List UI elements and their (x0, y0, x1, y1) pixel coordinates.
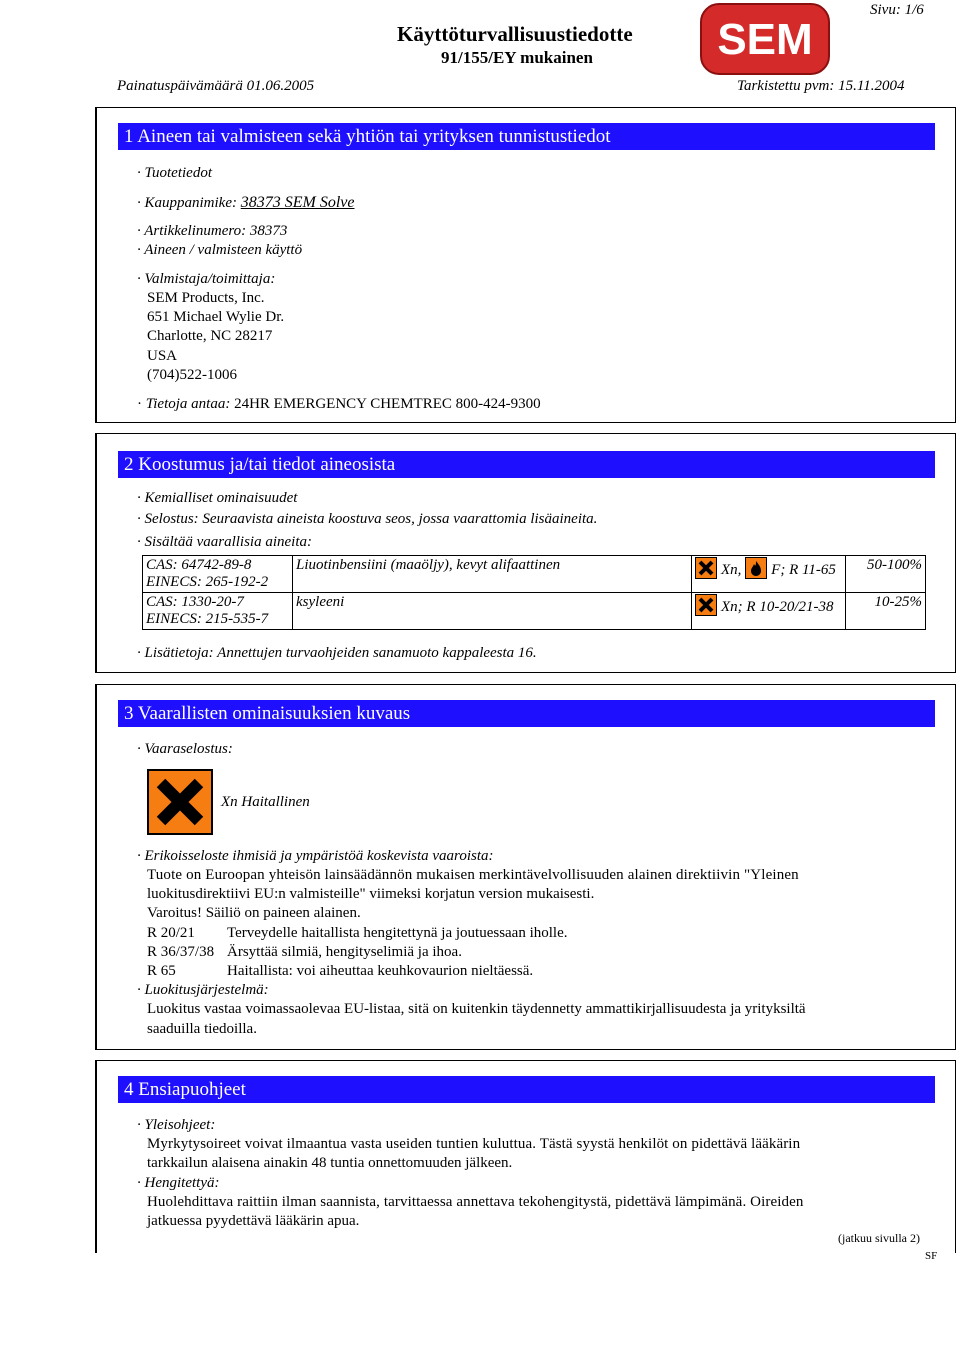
address-line: SEM Products, Inc. (147, 290, 265, 306)
section-4-heading: 4 Ensiapuohjeet (118, 1076, 935, 1103)
address-line: USA (147, 348, 178, 364)
article-row: · Artikkelinumero: 38373 (137, 223, 287, 240)
r-phrase: R 65 Haitallista: voi aiheuttaa keuhkovaurion nieltäessä. (147, 963, 534, 979)
general-text: tarkkailun alaisena ainakin 48 tuntia onnettomuuden jälkeen. (147, 1155, 513, 1171)
table-row: CAS: 64742-89-8 EINECS: 265-192-2 Liuotinbensiini (maaöljy), kevyt alifaattinen Xn, F; R 11-65 50-100% (143, 556, 926, 593)
info-row: · Tietoja antaa: 24HR EMERGENCY CHEMTREC 800-424-9300 (137, 396, 541, 413)
section-1 (95, 107, 956, 423)
symbol-caption: Xn Haitallinen (221, 794, 310, 810)
special-text: luokitusdirektiivi EU:n valmisteille" viimeksi korjatun version mukaisesti. (147, 886, 595, 902)
classification-label: · Luokitusjärjestelmä: (137, 982, 269, 999)
components-table (142, 555, 926, 630)
general-text: Myrkytysoireet voivat ilmaantua vasta useiden tuntien kuluttua. Tästä syystä henkilöt on pidettävä lääkärin (147, 1136, 801, 1152)
inhalation-text: jatkuessa pyydettävä lääkärin apua. (147, 1213, 360, 1229)
general-label: · Yleisohjeet: (137, 1117, 215, 1134)
use-label: · Aineen / valmisteen käyttö (137, 242, 302, 259)
harmful-x-icon (695, 594, 717, 616)
page-number: Sivu: 1/6 (870, 2, 924, 18)
section-3 (95, 684, 956, 1050)
hazardous-label: · Sisältää vaarallisia aineita: (137, 534, 312, 551)
flammable-flame-icon (745, 557, 767, 579)
inhalation-label: · Hengitettyä: (137, 1175, 219, 1192)
classification-text: Luokitus vastaa voimassaolevaa EU-listaa, sitä on kuitenkin täydennetty ammattikirjallisuudesta ja yrityksiltä (147, 1001, 806, 1017)
description-row: · Selostus: Seuraavista aineista koostuva seos, jossa vaarattomia lisäaineita. (137, 511, 597, 528)
trade-name-row: · Kauppanimike: 38373 SEM Solve (137, 194, 354, 212)
section-3-heading: 3 Vaarallisten ominaisuuksien kuvaus (118, 700, 935, 727)
address-line: (704)522-1006 (147, 367, 237, 383)
section-2 (95, 433, 956, 673)
section-4 (95, 1060, 956, 1253)
revision-date: Tarkistettu pvm: 15.11.2004 (737, 78, 905, 94)
warning-text: Varoitus! Säiliö on paineen alainen. (147, 905, 361, 921)
document-subtitle: 91/155/EY mukainen (441, 48, 593, 67)
harmful-symbol-icon (147, 769, 213, 835)
section-2-heading: 2 Koostumus ja/tai tiedot aineosista (118, 451, 935, 478)
continues-note: (jatkuu sivulla 2) (838, 1231, 920, 1245)
table-row: CAS: 1330-20-7 EINECS: 215-535-7 ksyleeni Xn; R 10-20/21-38 10-25% (143, 593, 926, 630)
svg-text:SEM: SEM (717, 15, 813, 64)
classification-text: saaduilla tiedoilla. (147, 1021, 257, 1037)
section-1-heading: 1 Aineen tai valmisteen sekä yhtiön tai yrityksen tunnistustiedot (118, 123, 935, 150)
language-code: SF (925, 1250, 938, 1262)
hazard-label: · Vaaraselostus: (137, 741, 233, 758)
trade-name: 38373 SEM Solve (240, 194, 355, 211)
extra-info-row: · Lisätietoja: Annettujen turvaohjeiden sanamuoto kappaleesta 16. (137, 645, 537, 662)
address-line: Charlotte, NC 28217 (147, 328, 273, 344)
r-phrase: R 20/21 Terveydelle haitallista hengitettynä ja joutuessaan iholle. (147, 925, 568, 941)
special-label: · Erikoisseloste ihmisiä ja ympäristöä koskevista vaaroista: (137, 848, 494, 865)
sem-logo (699, 2, 831, 76)
print-date: Painatuspäivämäärä 01.06.2005 (117, 78, 315, 94)
harmful-x-icon (695, 557, 717, 579)
inhalation-text: Huolehdittava raittiin ilman saannista, tarvittaessa annettava tekohengitystä, pidettävä lämpimänä. Oireiden (147, 1194, 804, 1210)
r-phrase: R 36/37/38 Ärsyttää silmiä, hengityselimiä ja ihoa. (147, 944, 462, 960)
address-line: 651 Michael Wylie Dr. (147, 309, 285, 325)
special-text: Tuote on Euroopan yhteisön lainsäädännön mukaisen merkintävelvollisuuden alainen direktiivin "Yleinen (147, 867, 799, 883)
manufacturer-label: · Valmistaja/toimittaja: (137, 271, 275, 288)
chem-props-label: · Kemialliset ominaisuudet (137, 490, 297, 507)
document-title: Käyttöturvallisuustiedotte (397, 22, 633, 46)
product-info-label: · Tuotetiedot (137, 165, 212, 182)
